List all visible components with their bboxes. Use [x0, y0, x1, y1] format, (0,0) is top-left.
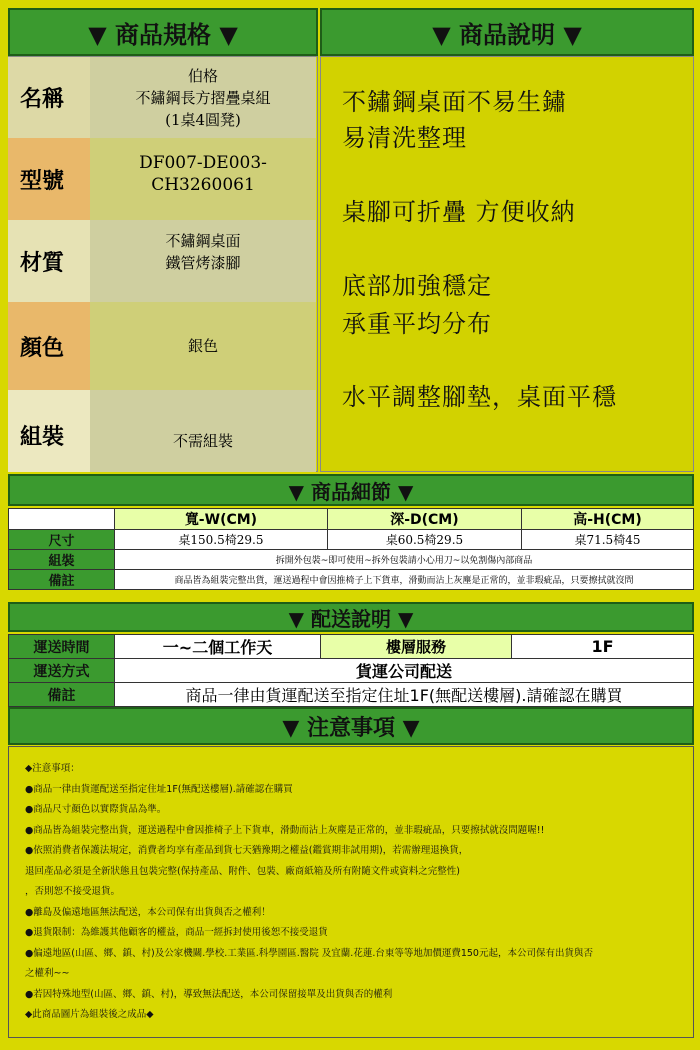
spec-value-color: 銀色	[90, 302, 316, 390]
spec-header: ▼ 商品規格 ▼	[8, 8, 318, 56]
shipping-method-label: 運送方式	[9, 659, 115, 683]
detail-header: ▼ 商品細節 ▼	[8, 474, 694, 506]
description-line: 承重平均分布	[342, 310, 492, 338]
notice-line: 之權利~~	[25, 968, 70, 979]
detail-note-label: 備註	[9, 570, 115, 590]
detail-table	[8, 508, 694, 590]
col-header-width: 寬-W(CM)	[115, 509, 328, 530]
notice-line: ●退貨限制：為維護其他顧客的權益，商品一經拆封使用後恕不接受退貨	[25, 927, 328, 938]
shipping-note-value: 商品一律由貨運配送至指定住址1F(無配送樓層).請確認在購買	[115, 683, 694, 707]
col-header-height: 高-H(CM)	[521, 509, 693, 530]
description-line: 不鏽鋼桌面不易生鏽	[342, 88, 567, 116]
notice-line: ●偏遠地區(山區、鄉、鎮、村)及公家機關.學校.工業區.科學園區.醫院 及宜蘭.花蓮.台東等等地加價運費150元起，本公司保有出貨與否	[25, 947, 593, 959]
notice-line: ●離島及偏遠地區無法配送，本公司保有出貨與否之權利！	[25, 906, 271, 918]
notice-line: ◆注意事項：	[25, 763, 80, 774]
shipping-method-value: 貨運公司配送	[115, 659, 694, 683]
description-line: 水平調整腳墊，桌面平穩	[342, 383, 617, 411]
notice-line: ●商品尺寸顏色以實際貨品為準。	[25, 804, 167, 815]
size-width-value: 桌150.5椅29.5	[115, 530, 328, 550]
description-line: 易清洗整理	[342, 124, 467, 152]
spec-label-name: 名稱	[8, 57, 90, 138]
notice-line: ●若因特殊地型(山區、鄉、鎮、村)，導致無法配送，本公司保留接單及出貨與否的權利	[25, 988, 393, 1000]
detail-corner	[9, 509, 115, 530]
spec-value-assembly: 不需組裝	[90, 390, 316, 472]
description-header: ▼ 商品說明 ▼	[320, 8, 694, 56]
notice-line: ◆此商品圖片為組裝後之成品◆	[25, 1009, 154, 1020]
floor-service-label: 樓層服務	[321, 635, 512, 659]
shipping-time-label: 運送時間	[9, 635, 115, 659]
spec-label-color: 顏色	[8, 302, 90, 390]
spec-label-material: 材質	[8, 220, 90, 302]
shipping-time-value: 一~二個工作天	[115, 635, 321, 659]
size-label: 尺寸	[9, 530, 115, 550]
notice-line: ，否則恕不接受退貨。	[25, 886, 121, 897]
notice-box	[8, 746, 694, 1038]
spec-value-name: 伯格 不鏽鋼長方摺疊桌組 (1桌4圓凳)	[90, 57, 316, 138]
size-height-value: 桌71.5椅45	[521, 530, 693, 550]
shipping-note-label: 備註	[9, 683, 115, 707]
spec-value-model: DF007-DE003- CH3260061	[90, 138, 316, 220]
notice-header: ▼ 注意事項 ▼	[8, 707, 694, 745]
assembly-text: 拆開外包裝~即可使用~拆外包裝請小心用刀~以免割傷內部商品	[115, 550, 694, 570]
description-line: 桌腳可折疊 方便收納	[342, 198, 576, 226]
detail-note-text: 商品皆為組裝完整出貨，運送過程中會因推椅子上下貨車，滑動而沾上灰塵是正常的，並非瑕疵品，只要擦拭就沒問	[115, 570, 694, 590]
assembly-label: 組裝	[9, 550, 115, 570]
size-depth-value: 桌60.5椅29.5	[327, 530, 521, 550]
notice-line: 退回產品必須是全新狀態且包裝完整(保持產品、附件、包裝、廠商紙箱及所有附隨文件或資料之完整性)	[25, 865, 460, 877]
col-header-depth: 深-D(CM)	[327, 509, 521, 530]
notice-line: ●依照消費者保護法規定，消費者均享有產品到貨七天猶豫期之權益(鑑賞期非試用期)，若需辦理退換貨，	[25, 845, 469, 856]
floor-service-value: 1F	[512, 635, 694, 659]
notice-line: ●商品一律由貨運配送至指定住址1F(無配送樓層).請確認在購買	[25, 783, 293, 795]
shipping-header: ▼ 配送說明 ▼	[8, 602, 694, 632]
spec-value-material: 不鏽鋼桌面 鐵管烤漆腳	[90, 220, 316, 302]
shipping-table	[8, 634, 694, 707]
spec-label-assembly: 組裝	[8, 390, 90, 472]
spec-label-model: 型號	[8, 138, 90, 220]
description-line: 底部加強穩定	[342, 272, 492, 300]
notice-line: ●商品皆為組裝完整出貨，運送過程中會因推椅子上下貨車，滑動而沾上灰塵是正常的，並非瑕疵品，只要擦拭就沒問題喔!!	[25, 824, 545, 836]
